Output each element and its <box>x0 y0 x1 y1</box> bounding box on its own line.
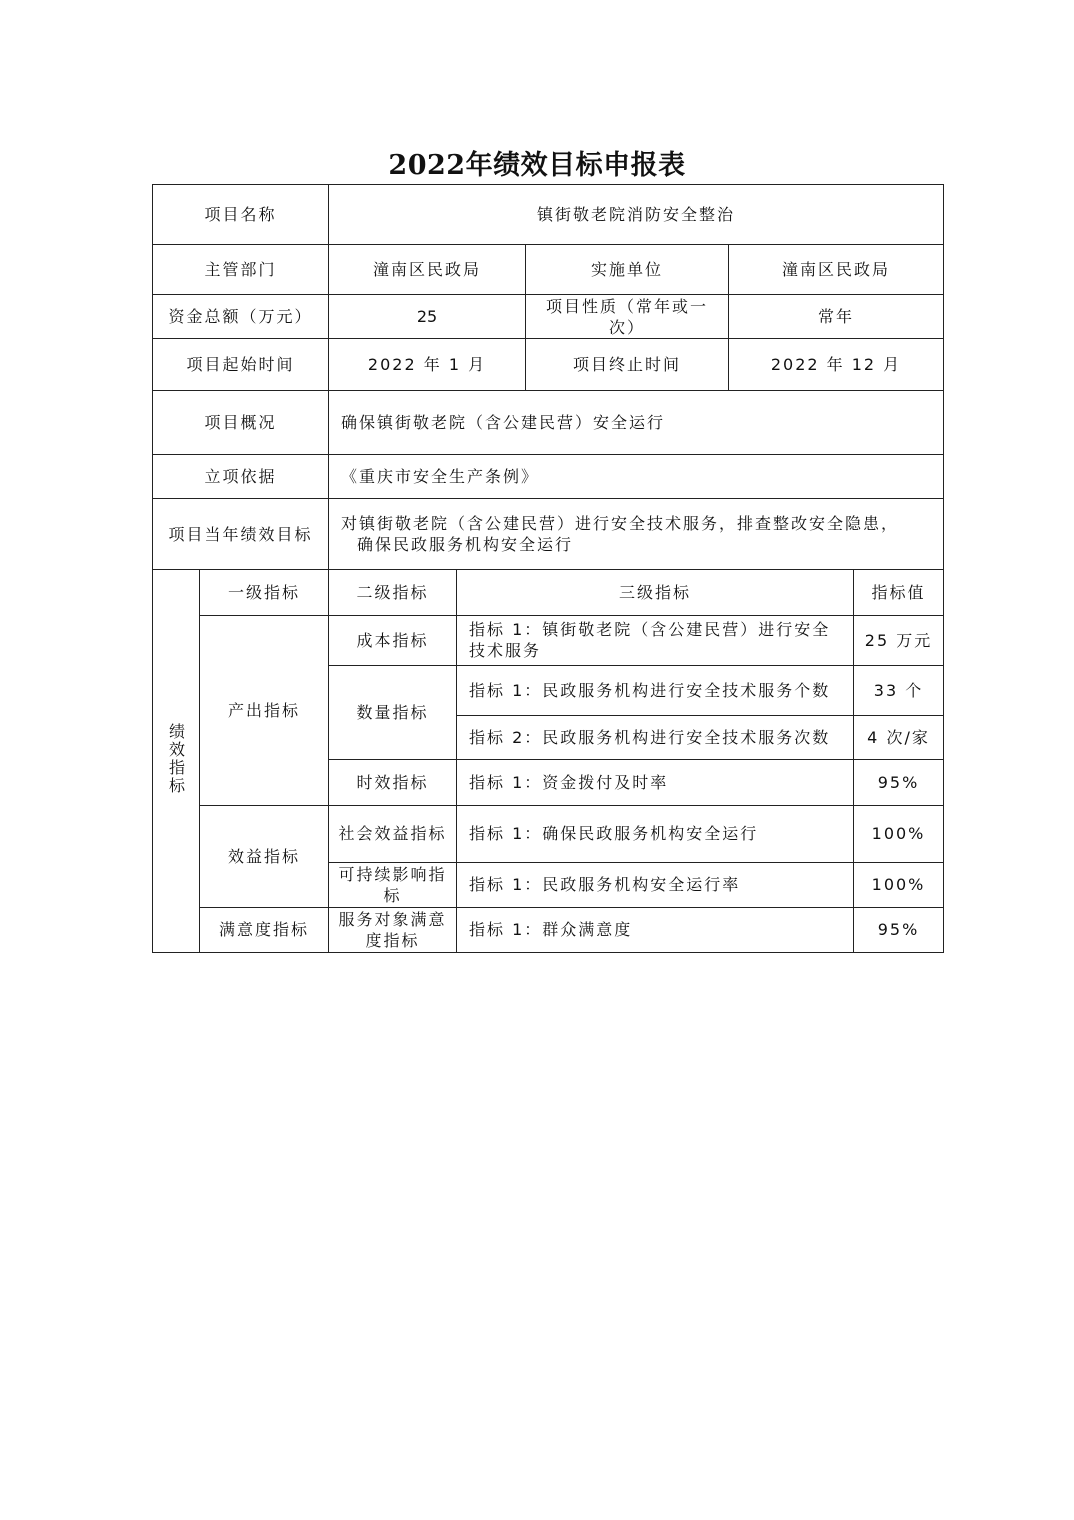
l3-cell: 指标 1：群众满意度 <box>457 907 854 952</box>
start-label: 项目起始时间 <box>153 339 329 391</box>
l3-cell: 指标 1：镇街敬老院（含公建民营）进行安全技术服务 <box>457 615 854 665</box>
goal-line-2: 确保民政服务机构安全运行 <box>357 535 574 555</box>
l2-cell: 服务对象满意度指标 <box>329 907 457 952</box>
goal-line-1: 对镇街敬老院（含公建民营）进行安全技术服务，排查整改安全隐患， <box>341 514 900 534</box>
header-level1: 一级指标 <box>200 570 329 615</box>
row-project-name <box>153 185 944 245</box>
indicator-group-label <box>153 570 200 953</box>
fund-value: 25 <box>329 295 526 339</box>
row-basis <box>153 455 944 499</box>
row-overview <box>153 391 944 455</box>
project-name-label: 项目名称 <box>153 185 329 245</box>
l3-cell: 指标 1：资金拨付及时率 <box>457 759 854 805</box>
overview-value: 确保镇街敬老院（含公建民营）安全运行 <box>329 391 944 455</box>
l2-cell: 数量指标 <box>329 665 457 759</box>
value-cell: 33 个 <box>854 665 944 715</box>
start-value: 2022 年 1 月 <box>329 339 526 391</box>
table-row <box>153 615 944 665</box>
row-goal <box>153 499 944 570</box>
l3-cell: 指标 2：民政服务机构进行安全技术服务次数 <box>457 715 854 759</box>
impl-label: 实施单位 <box>526 245 729 295</box>
table-row <box>153 907 944 952</box>
value-cell: 25 万元 <box>854 615 944 665</box>
basis-value: 《重庆市安全生产条例》 <box>329 455 944 499</box>
table-row <box>153 805 944 862</box>
nature-label: 项目性质（常年或一次） <box>526 295 729 339</box>
l2-cell: 成本指标 <box>329 615 457 665</box>
row-department <box>153 245 944 295</box>
value-cell: 95% <box>854 907 944 952</box>
l1-satisfaction: 满意度指标 <box>200 907 329 952</box>
goal-label: 项目当年绩效目标 <box>153 499 329 570</box>
dept-value: 潼南区民政局 <box>329 245 526 295</box>
header-level2: 二级指标 <box>329 570 457 615</box>
l3-cell: 指标 1：民政服务机构安全运行率 <box>457 862 854 907</box>
performance-target-table <box>152 184 944 953</box>
value-cell: 100% <box>854 862 944 907</box>
nature-value: 常年 <box>729 295 944 339</box>
impl-value: 潼南区民政局 <box>729 245 944 295</box>
l3-cell: 指标 1：民政服务机构进行安全技术服务个数 <box>457 665 854 715</box>
l3-cell: 指标 1：确保民政服务机构安全运行 <box>457 805 854 862</box>
value-cell: 95% <box>854 759 944 805</box>
header-level3: 三级指标 <box>457 570 854 615</box>
row-fund <box>153 295 944 339</box>
basis-label: 立项依据 <box>153 455 329 499</box>
l1-benefit: 效益指标 <box>200 805 329 907</box>
l2-cell: 可持续影响指标 <box>329 862 457 907</box>
fund-label: 资金总额（万元） <box>153 295 329 339</box>
header-value: 指标值 <box>854 570 944 615</box>
value-cell: 4 次/家 <box>854 715 944 759</box>
indicator-group-text: 绩效指标 <box>166 722 186 795</box>
end-label: 项目终止时间 <box>526 339 729 391</box>
l2-cell: 时效指标 <box>329 759 457 805</box>
dept-label: 主管部门 <box>153 245 329 295</box>
row-period <box>153 339 944 391</box>
page-title: 2022年绩效目标申报表 <box>388 150 686 181</box>
indicator-header-row <box>153 570 944 615</box>
value-cell: 100% <box>854 805 944 862</box>
end-value: 2022 年 12 月 <box>729 339 944 391</box>
l1-output: 产出指标 <box>200 615 329 805</box>
overview-label: 项目概况 <box>153 391 329 455</box>
project-name-value: 镇街敬老院消防安全整治 <box>329 185 944 245</box>
l2-cell: 社会效益指标 <box>329 805 457 862</box>
goal-value <box>329 499 944 570</box>
